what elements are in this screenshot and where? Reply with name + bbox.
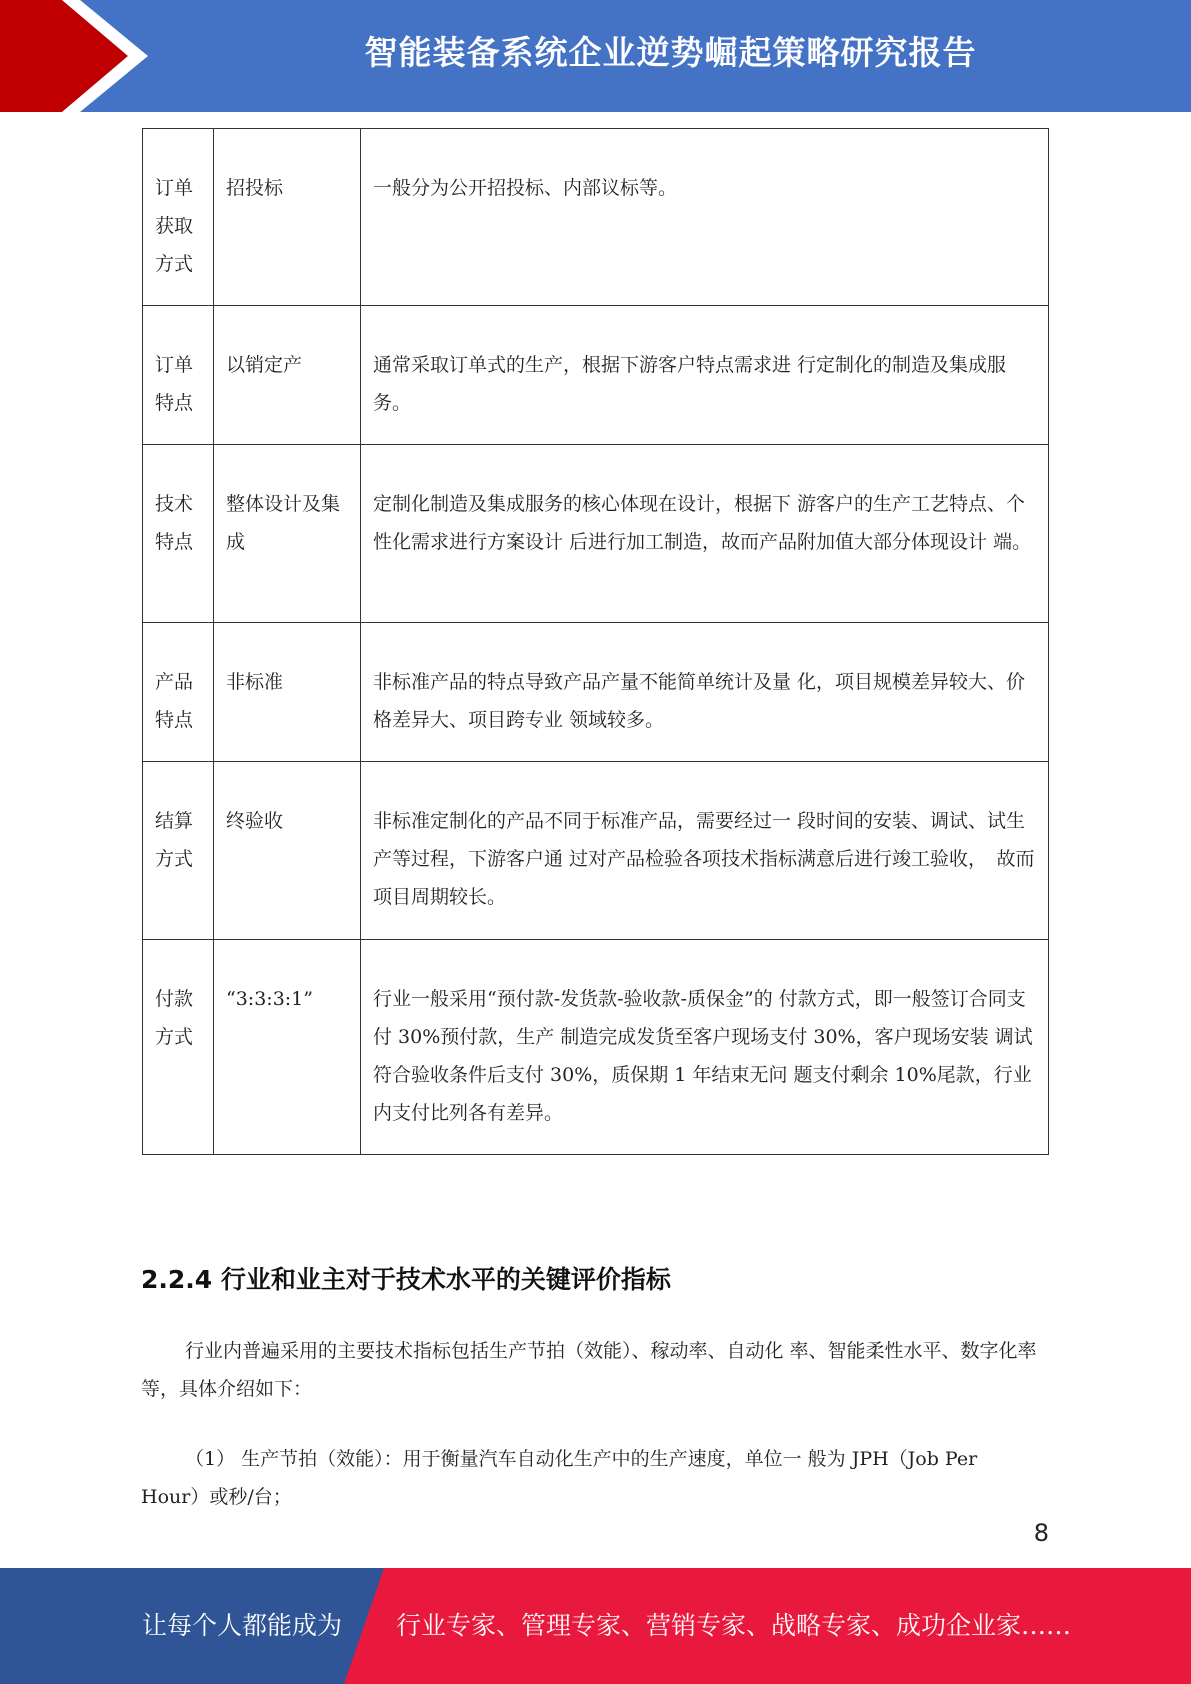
row-category: 产品特点: [143, 623, 214, 762]
table-row: [143, 129, 1049, 306]
row-category: 结算方式: [143, 762, 214, 940]
row-description: 定制化制造及集成服务的核心体现在设计，根据下 游客户的生产工艺特点、个性化需求进行方案设计 后进行加工制造，故而产品附加值大部分体现设计 端。: [361, 445, 1049, 623]
report-title: 智能装备系统企业逆势崛起策略研究报告: [364, 33, 977, 72]
section-heading: 2.2.4 行业和业主对于技术水平的关键评价指标: [141, 1265, 671, 1294]
row-description: 非标准定制化的产品不同于标准产品，需要经过一 段时间的安装、调试、试生产等过程，下游客户通 过对产品检验各项技术指标满意后进行竣工验收， 故而项目周期较长。: [361, 762, 1049, 940]
row-description: 行业一般采用“预付款-发货款-验收款-质保金”的 付款方式，即一般签订合同支付 30%预付款，生产 制造完成发货至客户现场支付 30%，客户现场安装 调试符合验收条件后支付 30%，质保期 1 年结束无问 题支付剩余 10%尾款，行业内支付比列各有差异。: [361, 940, 1049, 1155]
page-number: 8: [1033, 1519, 1049, 1547]
table-row: [143, 940, 1049, 1155]
row-category: 技术特点: [143, 445, 214, 623]
row-category: 订单特点: [143, 306, 214, 445]
table-row: [143, 623, 1049, 762]
table-row: [143, 445, 1049, 623]
footer-slogan-right: 行业专家、管理专家、营销专家、战略专家、成功企业家……: [396, 1611, 1072, 1640]
footer-slogan-left: 让每个人都能成为: [142, 1611, 343, 1640]
row-item: 非标准: [214, 623, 361, 762]
table-row: [143, 306, 1049, 445]
row-category: 订单获取方式: [143, 129, 214, 306]
row-item: 终验收: [214, 762, 361, 940]
row-description: 一般分为公开招投标、内部议标等。: [361, 129, 1049, 306]
row-item: 招投标: [214, 129, 361, 306]
row-description: 非标准产品的特点导致产品产量不能简单统计及量 化，项目规模差异较大、价格差异大、项目跨专业 领域较多。: [361, 623, 1049, 762]
table-row: [143, 762, 1049, 940]
row-category: 付款方式: [143, 940, 214, 1155]
body-paragraph: 行业内普遍采用的主要技术指标包括生产节拍（效能）、稼动率、自动化 率、智能柔性水平、数字化率等，具体介绍如下：: [141, 1340, 1037, 1400]
row-item: 以销定产: [214, 306, 361, 445]
row-description: 通常采取订单式的生产，根据下游客户特点需求进 行定制化的制造及集成服务。: [361, 306, 1049, 445]
row-item: “3:3:3:1”: [214, 940, 361, 1155]
business-model-table: [142, 128, 1049, 1155]
row-item: 整体设计及集成: [214, 445, 361, 623]
body-paragraph: （1） 生产节拍（效能）：用于衡量汽车自动化生产中的生产速度，单位一 般为 JPH（Job Per Hour）或秒/台；: [141, 1448, 978, 1508]
header-banner: [0, 0, 1191, 112]
footer-banner: [0, 1568, 1191, 1684]
